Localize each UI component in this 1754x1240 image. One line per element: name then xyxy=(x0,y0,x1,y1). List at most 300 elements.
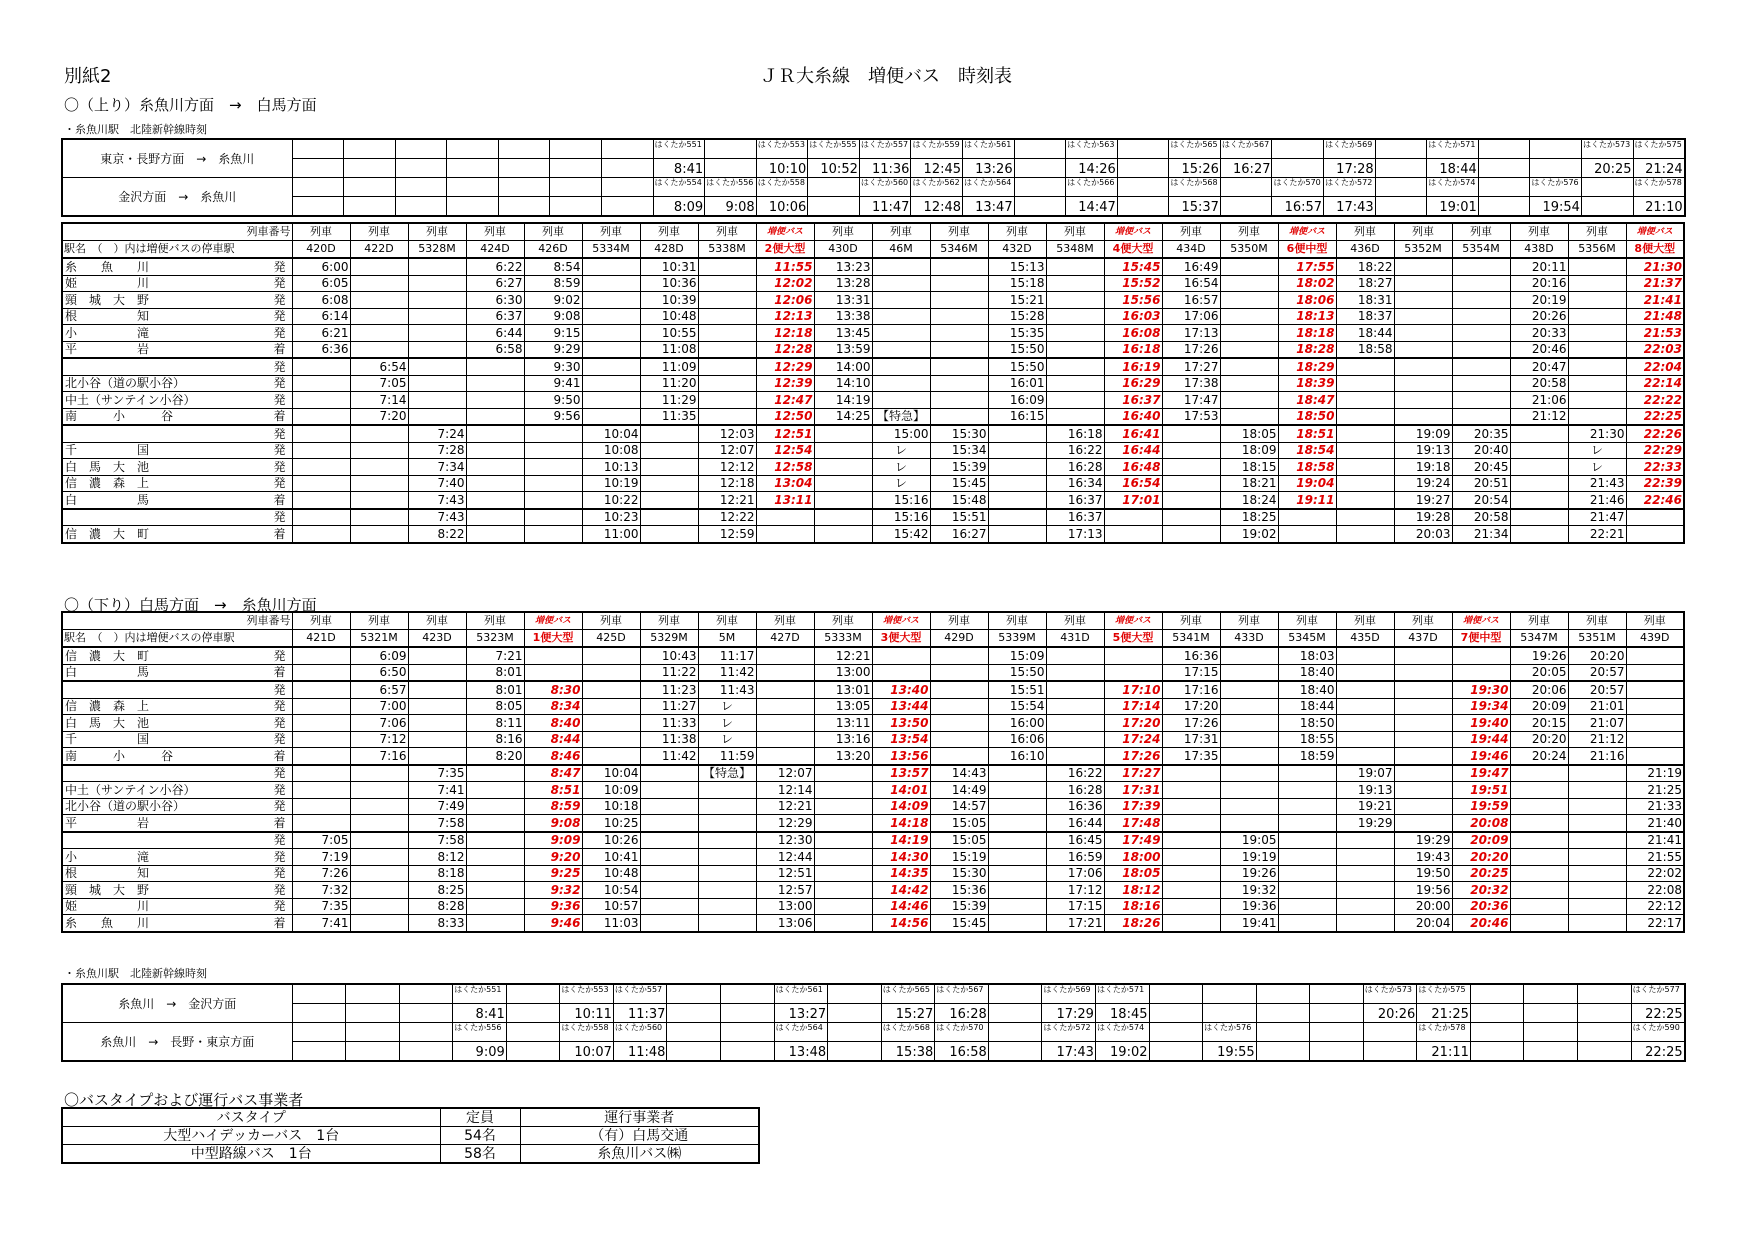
train-time-cell: 10:22 xyxy=(582,492,640,509)
train-time-cell xyxy=(814,849,872,866)
train-header: 列車 xyxy=(1626,612,1684,630)
train-time-cell: 8:12 xyxy=(408,849,466,866)
train-time-cell xyxy=(698,258,756,275)
train-time-cell xyxy=(1568,832,1626,849)
train-time-cell xyxy=(698,275,756,292)
train-time-cell xyxy=(292,798,350,815)
train-time-cell: 13:38 xyxy=(814,308,872,325)
shinkansen-train-name: はくたか569 xyxy=(1324,139,1376,159)
bus-time-cell: 19:11 xyxy=(1278,492,1336,509)
train-time-cell xyxy=(1626,664,1684,681)
shinkansen-direction: 糸魚川 → 長野・東京方面 xyxy=(62,1023,292,1062)
train-number: 5348M xyxy=(1046,241,1104,259)
train-number: 422D xyxy=(350,241,408,259)
train-time-cell: 10:18 xyxy=(582,798,640,815)
shinkansen-time xyxy=(550,159,602,178)
bus-number: 7便中型 xyxy=(1452,630,1510,648)
train-time-cell xyxy=(1220,748,1278,765)
bus-time-cell: 12:39 xyxy=(756,375,814,392)
train-time-cell xyxy=(1510,915,1568,932)
train-time-cell xyxy=(814,442,872,459)
bus-time-cell: 12:28 xyxy=(756,341,814,358)
shinkansen-train-name xyxy=(344,139,396,159)
train-time-cell xyxy=(1046,341,1104,358)
bus-time-cell: 22:46 xyxy=(1626,492,1684,509)
train-time-cell xyxy=(1510,475,1568,492)
train-time-cell xyxy=(640,442,698,459)
arr-dep-mark: 着 xyxy=(273,492,286,507)
train-time-cell: 18:09 xyxy=(1220,442,1278,459)
train-header: 列車 xyxy=(1220,223,1278,241)
timetable-row xyxy=(62,798,1684,815)
train-number: 5347M xyxy=(1510,630,1568,648)
train-time-cell xyxy=(988,915,1046,932)
train-time-cell xyxy=(1220,798,1278,815)
train-time-cell xyxy=(1220,698,1278,715)
train-time-cell xyxy=(292,425,350,442)
train-header: 列車 xyxy=(1046,223,1104,241)
bus-time-cell: 12:58 xyxy=(756,459,814,476)
bus-time-cell: 18:28 xyxy=(1278,341,1336,358)
train-time-cell xyxy=(1394,798,1452,815)
train-time-cell xyxy=(698,915,756,932)
timetable-row xyxy=(62,698,1684,715)
timetable-row xyxy=(62,425,1684,442)
shinkansen-time: 20:26 xyxy=(1363,1004,1417,1023)
train-time-cell: 6:50 xyxy=(350,664,408,681)
up-timetable xyxy=(61,222,1685,544)
train-time-cell xyxy=(640,782,698,799)
station-name: 白 馬 xyxy=(65,492,150,507)
train-time-cell xyxy=(1162,798,1220,815)
train-time-cell xyxy=(1510,425,1568,442)
train-time-cell: 13:45 xyxy=(814,325,872,342)
train-time-cell xyxy=(988,526,1046,543)
bus-header-operator: 運行事業者 xyxy=(520,1108,759,1127)
train-time-cell xyxy=(582,308,640,325)
shinkansen-train-name xyxy=(1478,139,1530,159)
train-time-cell xyxy=(582,292,640,309)
train-time-cell xyxy=(640,898,698,915)
train-time-cell xyxy=(1568,358,1626,375)
train-time-cell xyxy=(1162,526,1220,543)
train-time-cell: 16:00 xyxy=(988,715,1046,732)
arr-dep-mark: 着 xyxy=(273,815,286,830)
train-time-cell: 11:27 xyxy=(640,698,698,715)
bus-time-cell: 18:05 xyxy=(1104,865,1162,882)
train-time-cell xyxy=(582,408,640,425)
shinkansen-time: 17:43 xyxy=(1324,197,1376,217)
train-time-cell: 21:19 xyxy=(1626,765,1684,782)
timetable-row xyxy=(62,664,1684,681)
train-time-cell: 8:59 xyxy=(524,275,582,292)
train-time-cell: 19:27 xyxy=(1394,492,1452,509)
train-time-cell xyxy=(698,375,756,392)
train-number: 5341M xyxy=(1162,630,1220,648)
train-time-cell xyxy=(292,782,350,799)
shinkansen-train-name: はくたか566 xyxy=(1066,178,1118,197)
shinkansen-train-name: はくたか562 xyxy=(911,178,963,197)
train-time-cell xyxy=(1394,358,1452,375)
station-header: 駅名 （ ）内は増便バスの停車駅 xyxy=(62,630,292,648)
bus-capacity: 58名 xyxy=(440,1145,520,1164)
station-cell xyxy=(62,442,292,459)
bus-time-cell xyxy=(1104,664,1162,681)
train-time-cell xyxy=(1568,898,1626,915)
train-time-cell: 9:41 xyxy=(524,375,582,392)
bus-time-cell: 16:08 xyxy=(1104,325,1162,342)
train-time-cell: 20:40 xyxy=(1452,442,1510,459)
arr-dep-mark: 発 xyxy=(273,866,286,881)
train-time-cell xyxy=(1220,815,1278,832)
train-time-cell xyxy=(350,915,408,932)
bus-capacity: 54名 xyxy=(440,1127,520,1145)
bus-time-cell: 22:04 xyxy=(1626,358,1684,375)
timetable-row xyxy=(62,308,1684,325)
station-cell xyxy=(62,308,292,325)
bus-time-cell: 8:30 xyxy=(524,681,582,698)
bus-time-cell: 18:00 xyxy=(1104,849,1162,866)
shinkansen-time xyxy=(808,197,860,217)
bus-time-cell: 14:01 xyxy=(872,782,930,799)
shinkansen-train-name xyxy=(1310,1023,1364,1042)
timetable-row xyxy=(62,765,1684,782)
train-time-cell xyxy=(1394,292,1452,309)
bus-time-cell: 12:54 xyxy=(756,442,814,459)
shinkansen-train-name: はくたか570 xyxy=(935,1023,989,1042)
train-time-cell: 【特急】 xyxy=(872,408,930,425)
shinkansen-time xyxy=(1363,1042,1417,1062)
shinkansen-train-name xyxy=(1220,178,1272,197)
train-time-cell: レ xyxy=(698,715,756,732)
train-time-cell: 8:16 xyxy=(466,731,524,748)
shinkansen-train-name xyxy=(1530,139,1582,159)
header-row-number xyxy=(62,630,1684,648)
train-time-cell: 7:24 xyxy=(408,425,466,442)
train-time-cell: レ xyxy=(1568,459,1626,476)
shinkansen-time xyxy=(1375,159,1427,178)
bus-time-cell: 14:46 xyxy=(872,898,930,915)
train-time-cell xyxy=(1336,459,1394,476)
train-time-cell xyxy=(466,782,524,799)
train-time-cell: 12:59 xyxy=(698,526,756,543)
train-time-cell xyxy=(1510,782,1568,799)
timetable-row xyxy=(62,442,1684,459)
timetable-row xyxy=(62,392,1684,409)
shinkansen-time: 15:38 xyxy=(881,1042,935,1062)
train-time-cell xyxy=(1336,898,1394,915)
train-time-cell: 10:48 xyxy=(582,865,640,882)
shinkansen-time-row xyxy=(62,159,1685,178)
shinkansen-train-name xyxy=(828,1023,882,1042)
station-name: 信 濃 森 上 xyxy=(65,699,150,714)
train-time-cell xyxy=(930,358,988,375)
bus-time-cell: 17:39 xyxy=(1104,798,1162,815)
train-header: 列車 xyxy=(1510,612,1568,630)
station-cell xyxy=(62,782,292,799)
bus-time-cell: 14:42 xyxy=(872,882,930,899)
bus-time-cell: 12:50 xyxy=(756,408,814,425)
station-cell xyxy=(62,681,292,698)
train-time-cell: 17:26 xyxy=(1162,341,1220,358)
train-time-cell: 20:47 xyxy=(1510,358,1568,375)
train-time-cell xyxy=(1162,849,1220,866)
station-name: 南 小 谷 xyxy=(65,748,174,763)
train-header: 列車 xyxy=(1394,612,1452,630)
bus-time-cell: 12:47 xyxy=(756,392,814,409)
station-name: 糸 魚 川 xyxy=(65,259,150,274)
train-time-cell: 19:50 xyxy=(1394,865,1452,882)
shinkansen-time: 10:10 xyxy=(756,159,808,178)
shinkansen-time: 17:29 xyxy=(1042,1004,1096,1023)
shinkansen-time xyxy=(1220,197,1272,217)
train-time-cell: 19:26 xyxy=(1510,647,1568,664)
shinkansen-time: 19:01 xyxy=(1427,197,1479,217)
station-cell xyxy=(62,849,292,866)
timetable-row xyxy=(62,292,1684,309)
train-time-cell: 20:45 xyxy=(1452,459,1510,476)
train-time-cell xyxy=(1510,459,1568,476)
shinkansen-train-name: はくたか561 xyxy=(963,139,1015,159)
station-name xyxy=(65,427,274,441)
train-time-cell xyxy=(350,526,408,543)
train-time-cell: 7:35 xyxy=(292,898,350,915)
train-number: 439D xyxy=(1626,630,1684,648)
station-name: 根 知 xyxy=(65,866,150,881)
shinkansen-train-name xyxy=(808,178,860,197)
train-time-cell xyxy=(640,459,698,476)
train-header: 列車 xyxy=(350,612,408,630)
station-cell xyxy=(62,425,292,442)
bus-type: 中型路線バス 1台 xyxy=(62,1145,440,1164)
train-time-cell xyxy=(1510,815,1568,832)
train-time-cell xyxy=(466,798,524,815)
train-time-cell: 18:55 xyxy=(1278,731,1336,748)
train-time-cell: 17:13 xyxy=(1046,526,1104,543)
station-name: 千 国 xyxy=(65,443,150,458)
train-time-cell xyxy=(1046,275,1104,292)
train-time-cell: 17:47 xyxy=(1162,392,1220,409)
train-header: 列車 xyxy=(466,223,524,241)
train-time-cell xyxy=(930,275,988,292)
train-time-cell: 21:46 xyxy=(1568,492,1626,509)
train-time-cell: 17:12 xyxy=(1046,882,1104,899)
train-time-cell: 18:40 xyxy=(1278,681,1336,698)
station-name xyxy=(65,360,274,374)
shinkansen-train-name: はくたか556 xyxy=(705,178,757,197)
shinkansen-time xyxy=(498,197,550,217)
train-time-cell: 8:22 xyxy=(408,526,466,543)
arr-dep-mark: 発 xyxy=(273,476,286,491)
train-time-cell: 17:31 xyxy=(1162,731,1220,748)
train-time-cell: 22:02 xyxy=(1626,865,1684,882)
shinkansen-time xyxy=(1470,1004,1524,1023)
bus-header: 増便バス xyxy=(756,223,814,241)
shinkansen-direction: 東京・長野方面 → 糸魚川 xyxy=(62,139,292,178)
train-time-cell xyxy=(582,731,640,748)
train-time-cell xyxy=(466,898,524,915)
train-time-cell xyxy=(814,898,872,915)
train-time-cell xyxy=(408,408,466,425)
train-time-cell: 15:19 xyxy=(930,849,988,866)
train-time-cell: 10:08 xyxy=(582,442,640,459)
shinkansen-train-name xyxy=(721,984,775,1004)
train-time-cell xyxy=(640,915,698,932)
train-time-cell: 15:45 xyxy=(930,475,988,492)
bus-time-cell: 8:46 xyxy=(524,748,582,765)
shinkansen-time: 12:45 xyxy=(911,159,963,178)
train-time-cell: レ xyxy=(872,442,930,459)
shinkansen-time: 10:06 xyxy=(756,197,808,217)
bus-time-cell: 17:20 xyxy=(1104,715,1162,732)
header-row-type xyxy=(62,223,1684,241)
shinkansen-time xyxy=(1478,159,1530,178)
shinkansen-time xyxy=(447,159,499,178)
station-cell xyxy=(62,765,292,782)
train-time-cell xyxy=(930,731,988,748)
shinkansen-train-name: はくたか572 xyxy=(1042,1023,1096,1042)
train-time-cell xyxy=(930,748,988,765)
shinkansen-train-name: はくたか572 xyxy=(1324,178,1376,197)
train-time-cell xyxy=(872,275,930,292)
train-time-cell: 16:22 xyxy=(1046,442,1104,459)
shinkansen-train-name xyxy=(1272,139,1324,159)
station-name: 白 馬 xyxy=(65,665,150,680)
train-time-cell: 13:28 xyxy=(814,275,872,292)
bus-time-cell: 17:01 xyxy=(1104,492,1162,509)
bus-time-cell: 13:50 xyxy=(872,715,930,732)
train-time-cell: 20:35 xyxy=(1452,425,1510,442)
train-time-cell xyxy=(1394,258,1452,275)
train-time-cell xyxy=(1336,408,1394,425)
train-time-cell: 8:54 xyxy=(524,258,582,275)
station-cell xyxy=(62,832,292,849)
train-time-cell xyxy=(872,341,930,358)
train-time-cell: 20:58 xyxy=(1510,375,1568,392)
station-cell xyxy=(62,715,292,732)
train-time-cell xyxy=(930,664,988,681)
train-time-cell xyxy=(408,681,466,698)
shinkansen-train-name: はくたか554 xyxy=(653,178,705,197)
train-time-cell: 9:29 xyxy=(524,341,582,358)
train-time-cell: 7:05 xyxy=(350,375,408,392)
shinkansen-train-row xyxy=(62,1023,1685,1042)
train-time-cell xyxy=(1568,341,1626,358)
train-time-cell xyxy=(1162,492,1220,509)
train-time-cell: 7:58 xyxy=(408,815,466,832)
train-time-cell xyxy=(1626,715,1684,732)
train-time-cell: 19:43 xyxy=(1394,849,1452,866)
shinkansen-time xyxy=(1578,1042,1632,1062)
shinkansen-train-name xyxy=(828,984,882,1004)
train-number: 5351M xyxy=(1568,630,1626,648)
shinkansen-time xyxy=(292,197,344,217)
train-time-cell: 10:23 xyxy=(582,509,640,526)
train-time-cell xyxy=(1046,358,1104,375)
bus-time-cell: 8:47 xyxy=(524,765,582,782)
bus-time-cell: 20:36 xyxy=(1452,898,1510,915)
train-time-cell xyxy=(698,898,756,915)
train-time-cell xyxy=(408,258,466,275)
train-time-cell xyxy=(698,292,756,309)
station-name: 小 滝 xyxy=(65,325,150,340)
bus-time-cell: 19:46 xyxy=(1452,748,1510,765)
bus-time-cell xyxy=(1104,509,1162,526)
bus-time-cell xyxy=(872,664,930,681)
train-time-cell xyxy=(1220,731,1278,748)
train-time-cell: 7:20 xyxy=(350,408,408,425)
bus-time-cell: 22:14 xyxy=(1626,375,1684,392)
train-time-cell xyxy=(292,392,350,409)
train-time-cell: 6:44 xyxy=(466,325,524,342)
shinkansen-time xyxy=(601,197,653,217)
train-time-cell: 6:08 xyxy=(292,292,350,309)
train-time-cell xyxy=(1278,882,1336,899)
train-time-cell xyxy=(466,475,524,492)
train-time-cell xyxy=(1452,258,1510,275)
train-time-cell xyxy=(524,459,582,476)
arr-dep-mark: 発 xyxy=(273,443,286,458)
shinkansen-time: 19:02 xyxy=(1095,1042,1149,1062)
train-time-cell xyxy=(292,681,350,698)
shinkansen-time xyxy=(1478,197,1530,217)
shinkansen-time: 8:41 xyxy=(653,159,705,178)
train-time-cell xyxy=(1336,526,1394,543)
train-time-cell: 7:05 xyxy=(292,832,350,849)
train-time-cell xyxy=(756,748,814,765)
shinkansen-time xyxy=(1524,1004,1578,1023)
shinkansen-time: 20:25 xyxy=(1581,159,1633,178)
train-time-cell: 21:12 xyxy=(1568,731,1626,748)
train-number: 435D xyxy=(1336,630,1394,648)
train-time-cell xyxy=(988,798,1046,815)
train-time-cell xyxy=(988,882,1046,899)
train-time-cell: 20:54 xyxy=(1452,492,1510,509)
arr-dep-mark: 発 xyxy=(273,766,286,781)
train-time-cell xyxy=(640,765,698,782)
train-header: 列車 xyxy=(582,223,640,241)
shinkansen-train-name xyxy=(506,1023,560,1042)
arr-dep-mark: 発 xyxy=(273,732,286,747)
arr-dep-mark: 着 xyxy=(273,915,286,930)
train-time-cell xyxy=(814,459,872,476)
bus-time-cell xyxy=(1104,647,1162,664)
bus-time-cell: 18:50 xyxy=(1278,408,1336,425)
train-time-cell xyxy=(930,258,988,275)
train-time-cell xyxy=(466,408,524,425)
train-time-cell: 12:07 xyxy=(756,765,814,782)
train-time-cell: 10:39 xyxy=(640,292,698,309)
train-time-cell xyxy=(292,509,350,526)
train-time-cell xyxy=(1162,898,1220,915)
train-time-cell xyxy=(988,815,1046,832)
shinkansen-time: 11:37 xyxy=(613,1004,667,1023)
bus-time-cell xyxy=(1626,526,1684,543)
up-shinkansen-note: ・糸魚川駅 北陸新幹線時刻 xyxy=(64,123,207,136)
shinkansen-train-name xyxy=(1363,1023,1417,1042)
bus-time-cell: 9:09 xyxy=(524,832,582,849)
train-time-cell xyxy=(408,748,466,765)
train-time-cell: 21:12 xyxy=(1510,408,1568,425)
train-number-label: 列車番号 xyxy=(62,223,292,241)
train-time-cell: 22:08 xyxy=(1626,882,1684,899)
arr-dep-mark: 発 xyxy=(273,309,286,324)
train-time-cell: 17:38 xyxy=(1162,375,1220,392)
bus-time-cell: 19:59 xyxy=(1452,798,1510,815)
arr-dep-mark: 発 xyxy=(273,699,286,714)
shinkansen-train-name xyxy=(988,984,1042,1004)
train-time-cell xyxy=(292,748,350,765)
